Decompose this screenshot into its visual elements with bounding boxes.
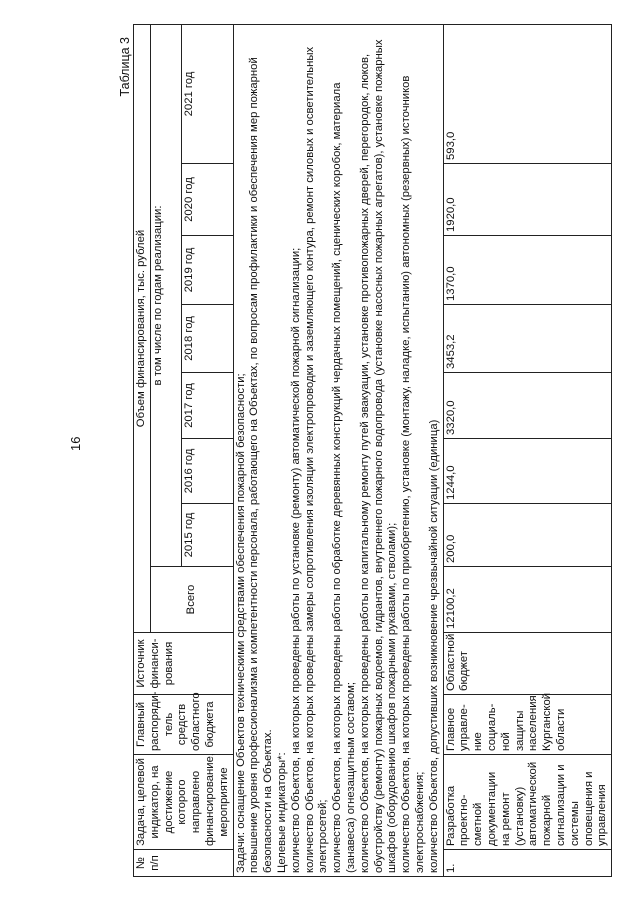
header-year-2019: 2019 год bbox=[181, 236, 233, 305]
row-total: 12100,2 bbox=[443, 567, 612, 633]
row-value-2016: 1244,0 bbox=[443, 439, 612, 504]
header-manager: Главный распоряди-тель средств областного бюджета bbox=[134, 695, 234, 755]
row-value-2017: 3320,0 bbox=[443, 373, 612, 439]
indicator-item: количество Объектов, на которых проведены работы по установке (ремонту) автоматической пожарной сигнализации; bbox=[289, 247, 302, 873]
header-year-2020: 2020 год bbox=[181, 164, 233, 236]
row-manager: Главное управле-ние социаль-ной защиты населения Курганской области bbox=[443, 695, 612, 755]
table-caption: Таблица 3 bbox=[118, 37, 132, 97]
indicator-item: количество Объектов, на которых проведены работы по приобретению, установке (монтажу, наладке, испытанию) автономных (резервных) источников электроснабжения; bbox=[400, 75, 426, 873]
row-value-2021: 593,0 bbox=[443, 24, 612, 163]
row-num: 1. bbox=[443, 850, 612, 877]
task-text: Задачи: оснащение Объектов техническими средствами обеспечения пожарной безопасности; bbox=[234, 373, 247, 873]
header-year-2018: 2018 год bbox=[181, 305, 233, 373]
page-number: 16 bbox=[68, 436, 83, 451]
task-section bbox=[233, 24, 443, 876]
row-value-2020: 1920,0 bbox=[443, 164, 612, 236]
rotated-page-content bbox=[118, 37, 638, 877]
indicator-item: количество Объектов, на которых проведены работы по капитальному ремонту путей эвакуации, установке противопожарных дверей, перегородок, люков, обустройству (ремонту) пожарных водоемов, гидрантов, внутреннего пожарного водопровода (установке насосных пожарных агрегатов), установке пожарных шкафов (оборудованию шкафов пожарными рукавами, стволами); bbox=[358, 39, 399, 873]
financing-table bbox=[133, 24, 612, 877]
indicators-title: Целевые индикаторы*: bbox=[275, 752, 288, 873]
indicator-item: количество Объектов, на которых проведены замеры сопротивления изоляции электропроводки и заземляющего контура, ремонт силовых и осветительных электросетей; bbox=[303, 46, 330, 873]
header-year-2021: 2021 год bbox=[181, 24, 233, 163]
header-task: Задача, целевой индикатор, на достижение которого направлено финансирование, мероприятие bbox=[134, 755, 234, 850]
row-value-2019: 1370,0 bbox=[443, 236, 612, 305]
row-value-2015: 200,0 bbox=[443, 504, 612, 567]
header-year-2016: 2016 год bbox=[181, 439, 233, 504]
row-source: Областной бюджет bbox=[443, 633, 612, 695]
header-year-2015: 2015 год bbox=[181, 504, 233, 567]
header-num: № п/п bbox=[134, 850, 234, 877]
table-row bbox=[443, 24, 612, 876]
indicator-item: количество Объектов, допустивших возникновение чрезвычайной ситуации (единица) bbox=[427, 419, 440, 873]
task-text-cont: повышение уровня профессионализма и компетентности персонала, работающего на Объектах, по вопросам профилактики и обеспечения мер пожарной безопасности на Объектах. bbox=[248, 57, 275, 873]
header-year-2017: 2017 год bbox=[181, 373, 233, 439]
header-volume: Объем финансирования, тыс. рублей bbox=[134, 24, 151, 632]
row-task: Разработка проектно-сметной документации на ремонт (установку) автоматической пожарной сигнализации и системы оповещения и управления bbox=[443, 755, 612, 850]
header-total: Всего bbox=[151, 567, 234, 633]
header-years-group: в том числе по годам реализации: bbox=[151, 24, 182, 566]
header-source: Источник финанси-рования bbox=[134, 633, 234, 695]
indicator-item: количество Объектов, на которых проведены работы по обработке деревянных конструкций чердачных помещений, сценических коробок, материала (занавеса) огнезащитным составом; bbox=[331, 82, 357, 873]
row-value-2018: 3453,2 bbox=[443, 305, 612, 373]
